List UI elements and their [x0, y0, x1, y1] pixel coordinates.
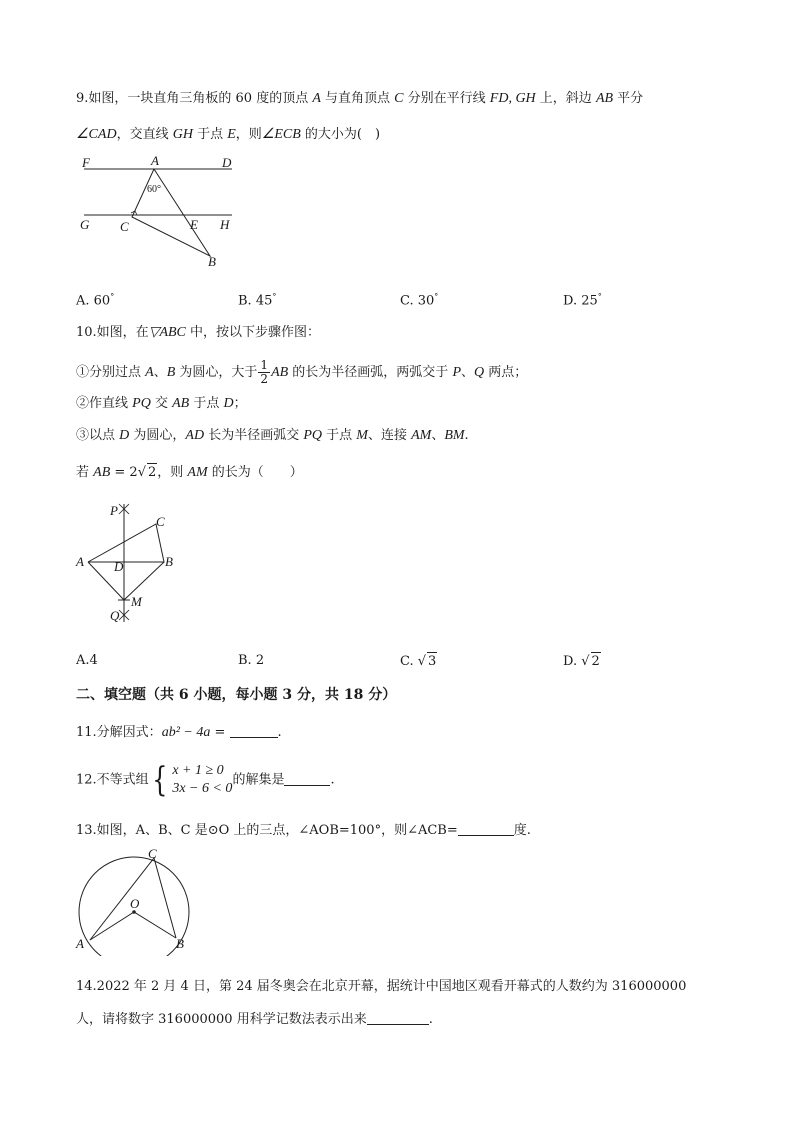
brace-glyph: {: [151, 760, 168, 800]
q11-answer-blank[interactable]: [230, 737, 278, 738]
q14-line2: 人，请将数字 316000000 用科学记数法表示出来 .: [76, 1012, 433, 1027]
label-O: O: [130, 896, 140, 911]
inequality-system: { x + 1 ≥ 0 3x − 6 < 0: [151, 760, 233, 800]
q10-option-a[interactable]: A.4: [76, 653, 98, 668]
q10-figure: [74, 500, 184, 630]
q10-step3: ③以点 D 为圆心，AD 长为半径画弧交 PQ 于点 M、连接 AM、BM.: [76, 428, 469, 443]
triangle-ACB: [132, 169, 210, 256]
q10-line1: 10.如图，在▽ABC 中，按以下步骤作图：: [76, 325, 321, 340]
q9-line1: 9.如图，一块直角三角板的 60 度的顶点 A 与直角顶点 C 分别在平行线 FD, GH 上，斜边 AB 平分: [76, 91, 644, 106]
q10-option-d[interactable]: D. √ 2: [563, 654, 600, 669]
segments-AM-BM: [88, 562, 164, 600]
q10-option-c[interactable]: C. √ 3: [400, 654, 437, 669]
q9-option-c[interactable]: C. 30°: [400, 292, 439, 309]
q9-figure: [76, 150, 246, 272]
label-F: F: [82, 155, 90, 170]
label-C: C: [120, 219, 129, 234]
q10-condition: 若 AB = 2√ 2，则 AM 的长为（ ）: [76, 465, 303, 480]
label-G: G: [80, 217, 90, 232]
q10-option-b[interactable]: B. 2: [238, 653, 265, 668]
label-P: P: [110, 503, 118, 518]
label-E: E: [190, 217, 198, 232]
label-D: D: [114, 559, 124, 574]
q10-step1: ①分别过点 A、B 为圆心，大于 $\frac{1}{2}$ AB 的长为半径画弧，两弧交于 P、Q 两点；: [76, 358, 528, 386]
label-M: M: [131, 594, 142, 609]
q13-figure: [70, 846, 200, 956]
label-A: A: [76, 936, 84, 951]
q14-answer-blank[interactable]: [367, 1024, 429, 1025]
label-B: B: [208, 254, 216, 269]
radii-OA-OB: [90, 912, 176, 940]
q13: 13.如图，A、B、C 是⊙O 上的三点，∠AOB=100°，则∠ACB= 度.: [76, 823, 531, 838]
q13-answer-blank[interactable]: [458, 835, 514, 836]
label-H: H: [220, 217, 230, 232]
q9-option-a[interactable]: A. 60°: [76, 292, 115, 309]
q9-line2: ∠CAD，交直线 GH 于点 E，则∠ECB 的大小为( ): [76, 127, 381, 142]
q10-step2: ②作直线 PQ 交 AB 于点 D；: [76, 396, 247, 411]
label-C: C: [148, 846, 157, 861]
label-B: B: [176, 936, 184, 951]
section-fill-in-title: 二、填空题（共 6 小题，每小题 3 分，共 18 分）: [76, 687, 397, 703]
label-D: D: [222, 155, 232, 170]
q12: 12.不等式组 { x + 1 ≥ 0 3x − 6 < 0 的解集是 .: [76, 760, 335, 800]
fraction-half: $\frac{1}{2}$: [260, 358, 269, 386]
q11: 11.分解因式：ab² − 4a = .: [76, 725, 282, 740]
q9-option-d[interactable]: D. 25°: [563, 292, 602, 309]
label-B: B: [165, 554, 173, 569]
label-A: A: [151, 153, 159, 168]
q14-line1: 14.2022 年 2 月 4 日，第 24 届冬奥会在北京开幕，据统计中国地区观看开幕式的人数约为 316000000: [76, 979, 687, 994]
label-A: A: [76, 554, 84, 569]
label-Q: Q: [110, 608, 120, 623]
label-60deg: 60°: [147, 184, 161, 195]
q12-answer-blank[interactable]: [284, 785, 330, 786]
label-C: C: [156, 514, 165, 529]
q9-option-b[interactable]: B. 45°: [238, 292, 277, 309]
triangle-ABC: [88, 524, 164, 562]
